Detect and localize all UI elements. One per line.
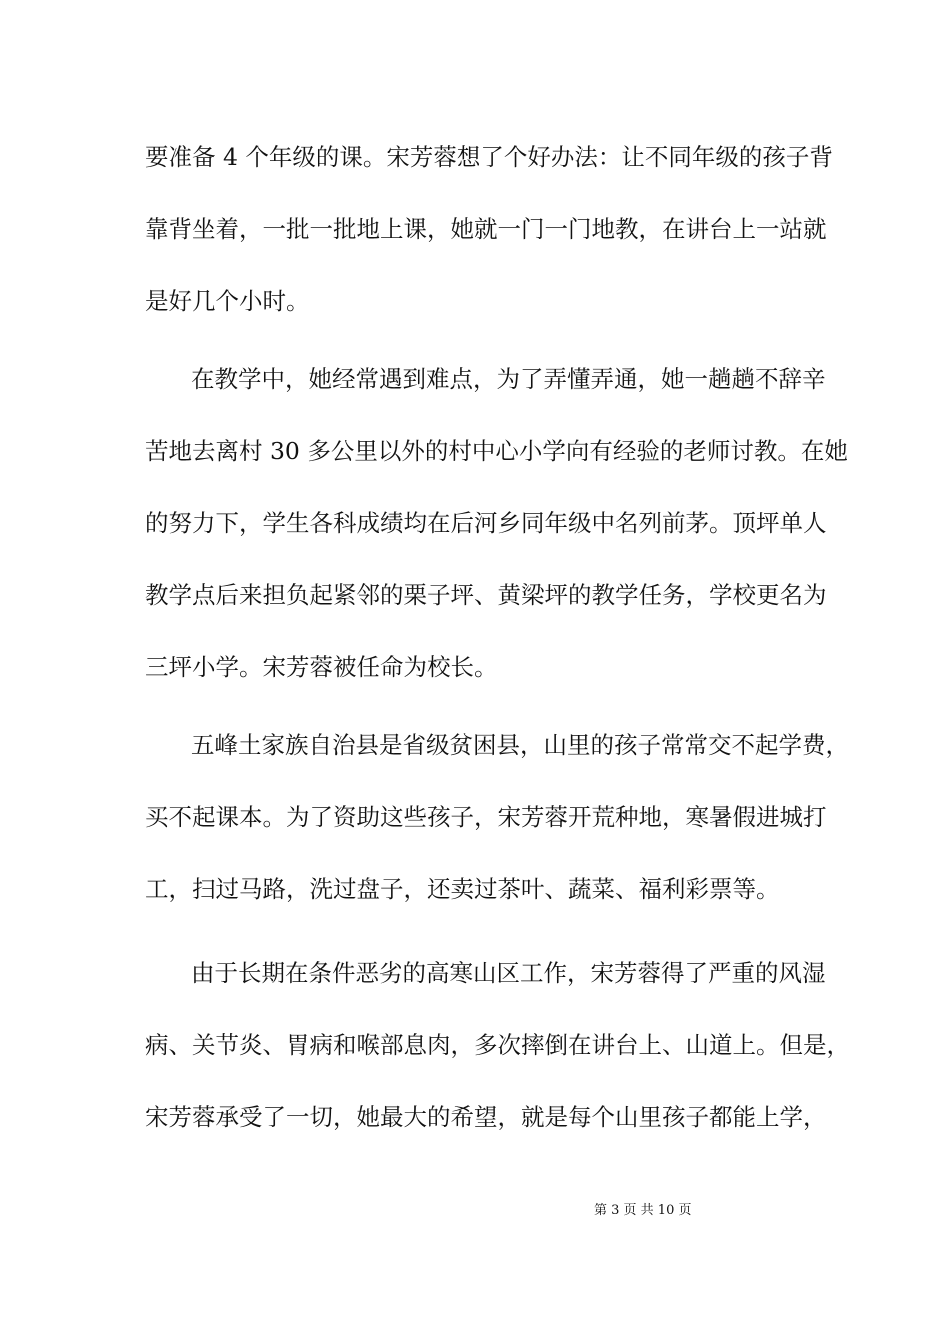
paragraph-2-line-4: 教学点后来担负起紧邻的栗子坪、黄梁坪的教学任务，学校更名为 [145, 581, 827, 609]
paragraph-2-line-2: 苦地去离村 30 多公里以外的村中心小学向有经验的老师讨教。在她 [145, 437, 848, 465]
paragraph-2-line-5: 三坪小学。宋芳蓉被任命为校长。 [145, 653, 498, 681]
paragraph-1-line-2: 靠背坐着，一批一批地上课，她就一门一门地教，在讲台上一站就 [145, 215, 827, 243]
paragraph-4-line-3: 宋芳蓉承受了一切，她最大的希望，就是每个山里孩子都能上学， [145, 1103, 827, 1131]
paragraph-2-line-3: 的努力下，学生各科成绩均在后河乡同年级中名列前茅。顶坪单人 [145, 509, 827, 537]
paragraph-1-line-1: 要准备 4 个年级的课。宋芳蓉想了个好办法：让不同年级的孩子背 [145, 143, 833, 171]
paragraph-4-line-2: 病、关节炎、胃病和喉部息肉，多次摔倒在讲台上、山道上。但是， [145, 1031, 850, 1059]
paragraph-3-line-1: 五峰土家族自治县是省级贫困县，山里的孩子常常交不起学费， [191, 731, 849, 759]
paragraph-3-line-3: 工，扫过马路，洗过盘子，还卖过茶叶、蔬菜、福利彩票等。 [145, 875, 780, 903]
paragraph-1-line-3: 是好几个小时。 [145, 287, 310, 315]
page-number-footer: 第 3 页 共 10 页 [594, 1203, 692, 1218]
paragraph-2-line-1: 在教学中，她经常遇到难点，为了弄懂弄通，她一趟趟不辞辛 [191, 365, 826, 393]
paragraph-3-line-2: 买不起课本。为了资助这些孩子，宋芳蓉开荒种地，寒暑假进城打 [145, 803, 827, 831]
paragraph-4-line-1: 由于长期在条件恶劣的高寒山区工作，宋芳蓉得了严重的风湿 [191, 959, 826, 987]
